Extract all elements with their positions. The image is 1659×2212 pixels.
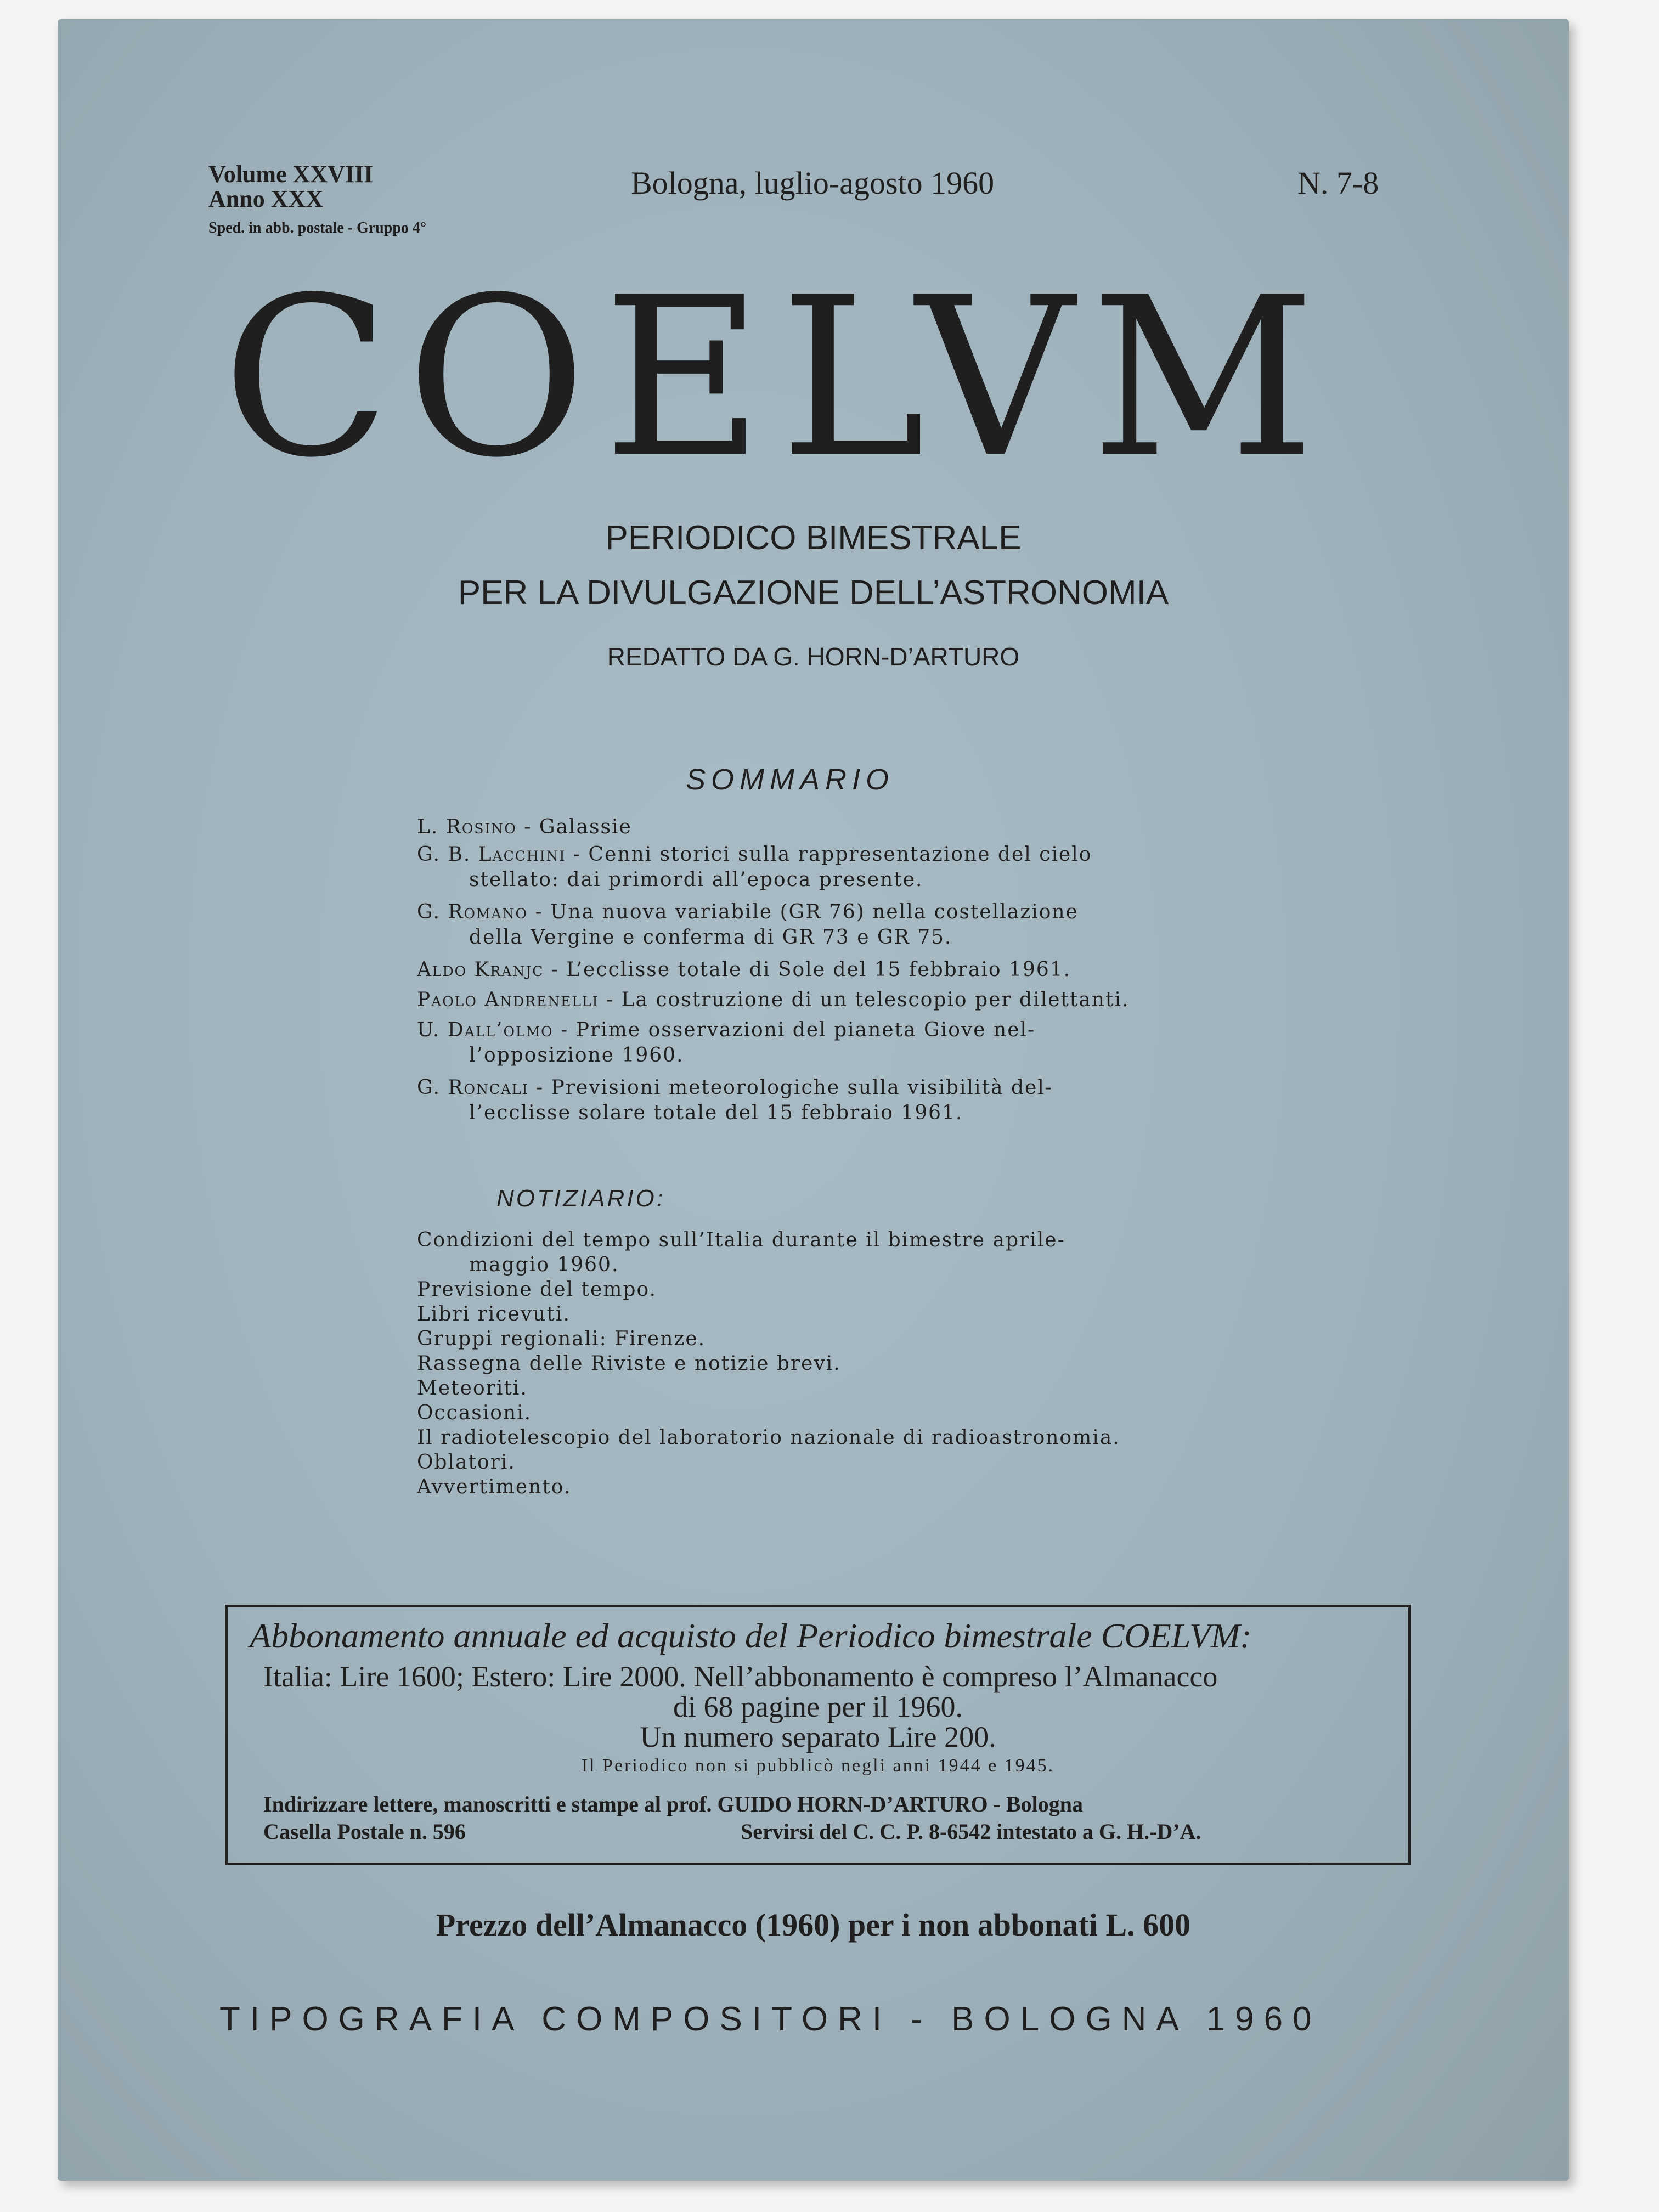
- subscription-box: [225, 1605, 1411, 1865]
- notiziario-item: Avvertimento.: [417, 1476, 572, 1498]
- sommario-item: U. Dall’olmo - Prime osservazioni del pianeta Giove nel- l’opposizione 1960.: [417, 1019, 1036, 1066]
- subscription-single-issue: Un numero separato Lire 200.: [640, 1720, 996, 1753]
- postal-note: Sped. in abb. postale - Gruppo 4°: [208, 219, 427, 236]
- sommario-item: G. Romano - Una nuova variabile (GR 76) nella costellazione della Vergine e conferma di GR 73 e GR 75.: [417, 901, 1079, 949]
- sommario-item: G. Roncali - Previsioni meteorologiche sulla visibilità del- l’ecclisse solare totale del 15 febbraio 1961.: [417, 1076, 1053, 1124]
- notiziario-item: Condizioni del tempo sull’Italia durante il bimestre aprile-: [417, 1229, 1065, 1251]
- sommario-item: Paolo Andrenelli - La costruzione di un telescopio per dilettanti.: [417, 989, 1130, 1011]
- almanac-price: Prezzo dell’Almanacco (1960) per i non abbonati L. 600: [436, 1907, 1191, 1943]
- notiziario-item: Libri ricevuti.: [417, 1303, 571, 1325]
- subscription-address: Indirizzare lettere, manoscritti e stampe al prof. GUIDO HORN-D’ARTURO - Bologna: [263, 1792, 1083, 1816]
- notiziario-item: Rassegna delle Riviste e notizie brevi.: [417, 1352, 841, 1375]
- notiziario-item: Il radiotelescopio del laboratorio nazionale di radioastronomia.: [417, 1426, 1120, 1449]
- subtitle-purpose: PER LA DIVULGAZIONE DELL’ASTRONOMIA: [458, 574, 1169, 612]
- magazine-title: COELVM: [222, 251, 1332, 506]
- volume-label: Volume XXVIII: [208, 161, 374, 188]
- sommario-item: G. B. Lacchini - Cenni storici sulla rappresentazione del cielo stellato: dai primordi all’epoca presente.: [417, 843, 1092, 891]
- subscription-po-box: Casella Postale n. 596: [263, 1819, 466, 1844]
- subtitle-periodical: PERIODICO BIMESTRALE: [605, 519, 1022, 557]
- place-date: Bologna, luglio-agosto 1960: [631, 165, 995, 201]
- notiziario-item: Gruppi regionali: Firenze.: [417, 1328, 706, 1350]
- subscription-prices: Italia: Lire 1600; Estero: Lire 2000. Nell’abbonamento è compreso l’Almanacco: [263, 1660, 1218, 1693]
- sommario-heading: SOMMARIO: [686, 763, 895, 796]
- sommario-item: L. Rosino - Galassie: [417, 816, 632, 838]
- year-label: Anno XXX: [208, 185, 324, 212]
- editor-line: REDATTO DA G. HORN-D’ARTURO: [607, 642, 1020, 671]
- magazine-cover: [58, 19, 1569, 2181]
- sommario-item: Aldo Kranjc - L’ecclisse totale di Sole del 15 febbraio 1961.: [417, 958, 1071, 981]
- printer-line: TIPOGRAFIA COMPOSITORI - BOLOGNA 1960: [219, 2000, 1322, 2038]
- notiziario-heading: NOTIZIARIO:: [496, 1185, 665, 1212]
- notiziario-item: Meteoriti.: [417, 1377, 528, 1400]
- subscription-postal-account: Servirsi del C. C. P. 8-6542 intestato a G. H.-D’A.: [741, 1819, 1201, 1844]
- subscription-title: Abbonamento annuale ed acquisto del Periodico bimestrale COELVM:: [250, 1616, 1252, 1655]
- notiziario-item: Previsione del tempo.: [417, 1278, 657, 1301]
- subscription-almanac-pages: di 68 pagine per il 1960.: [673, 1690, 963, 1723]
- notiziario-item: Occasioni.: [417, 1402, 532, 1424]
- notiziario-item: maggio 1960.: [469, 1254, 619, 1276]
- subscription-note: Il Periodico non si pubblicò negli anni 1944 e 1945.: [581, 1756, 1055, 1776]
- notiziario-item: Oblatori.: [417, 1451, 516, 1474]
- issue-number: N. 7-8: [1297, 165, 1379, 201]
